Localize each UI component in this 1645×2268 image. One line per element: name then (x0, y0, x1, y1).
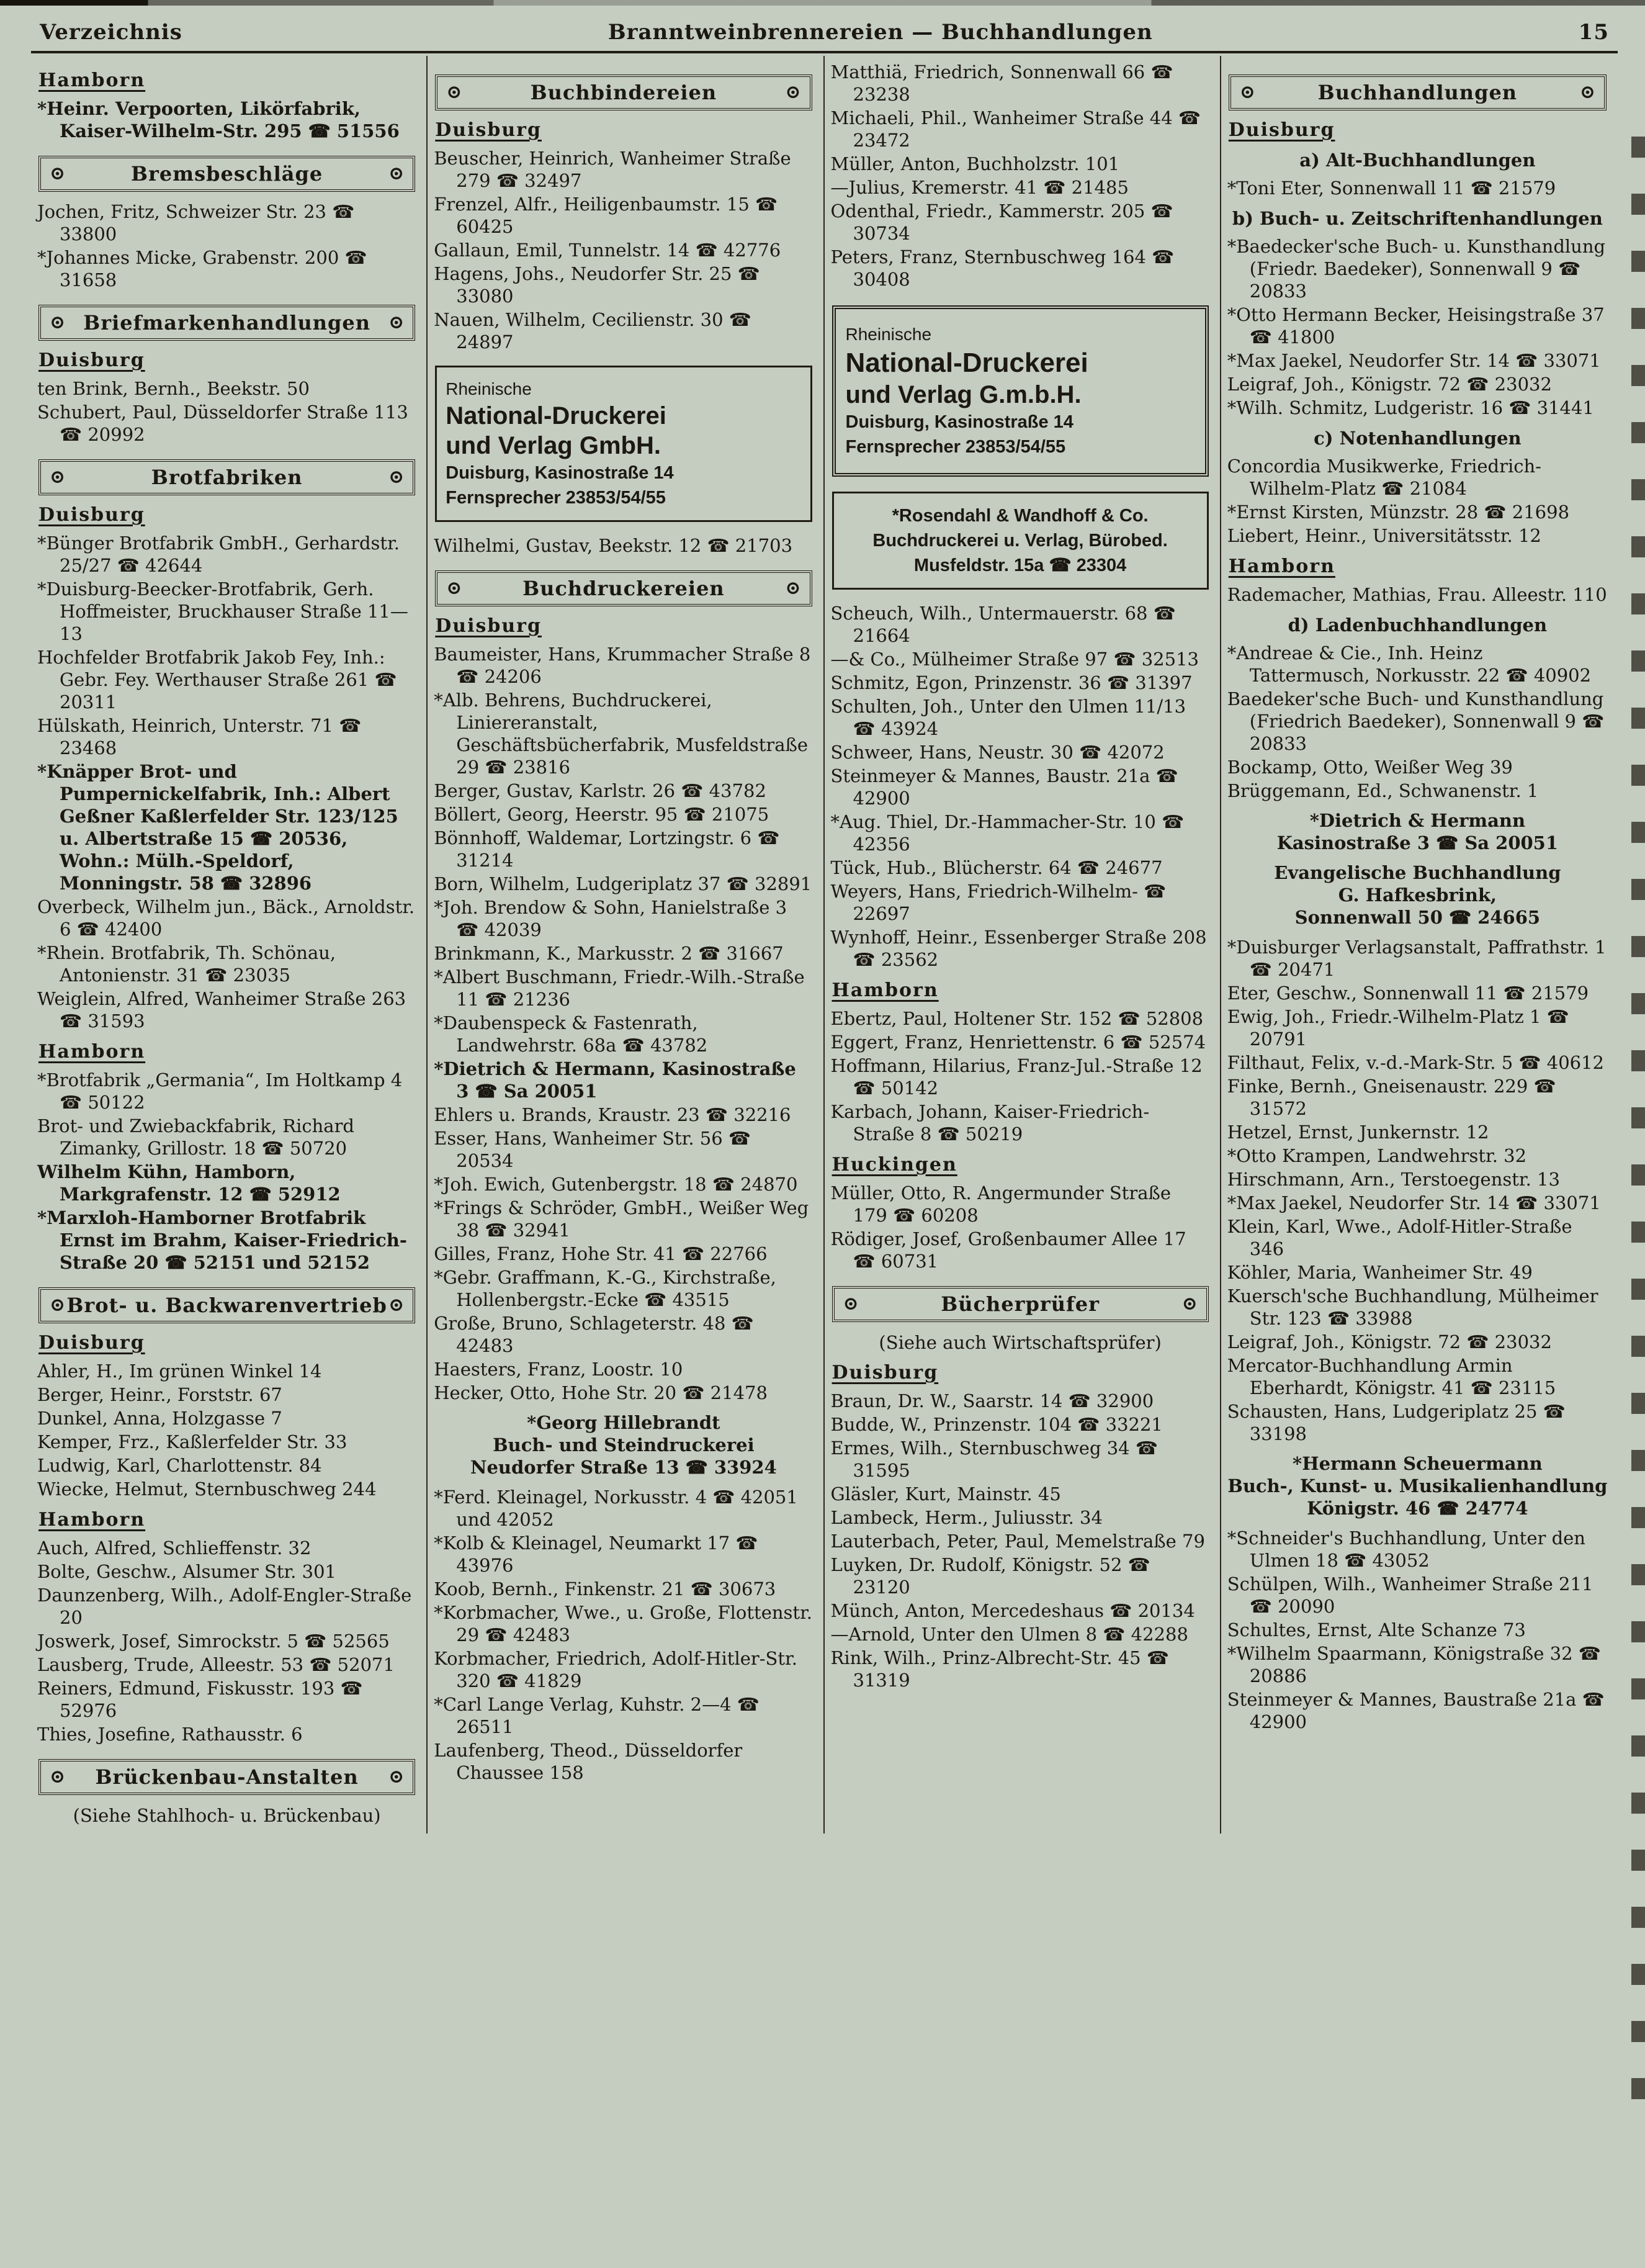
directory-entry: Ahler, H., Im grünen Winkel 14 (37, 1361, 322, 1382)
directory-entry: Schülpen, Wilh., Wanheimer Straße 211 ☎ 20090 (1227, 1573, 1593, 1617)
directory-entry: Beuscher, Heinrich, Wanheimer Straße 279 ☎ 32497 (434, 148, 791, 191)
cross-reference-note: (Siehe Stahlhoch- u. Brückenbau) (73, 1805, 381, 1826)
directory-column-2 (428, 56, 824, 1834)
featured-entry-line: Evangelische Buchhandlung (1274, 862, 1561, 883)
directory-entry: Weiglein, Alfred, Wanheimer Straße 263 ☎ 31593 (37, 988, 406, 1032)
directory-entry: *Wilhelm Spaarmann, Königstraße 32 ☎ 20886 (1227, 1643, 1601, 1686)
ornament-icon: ⊙ (50, 1294, 66, 1316)
section-header (1229, 74, 1607, 110)
featured-entry-line: Königstr. 46 ☎ 24774 (1307, 1498, 1528, 1519)
header-left-title: Verzeichnis (40, 20, 182, 45)
directory-entry: Berger, Gustav, Karlstr. 26 ☎ 43782 (434, 780, 766, 801)
section-title: Brot- u. Backwarenvertrieb (66, 1294, 387, 1317)
directory-entry: *Rhein. Brotfabrik, Th. Schönau, Antonienstr. 31 ☎ 23035 (37, 942, 336, 986)
section-title: Brotfabriken (151, 466, 303, 489)
directory-entry: *Duisburger Verlagsanstalt, Paffrathstr. 1 ☎ 20471 (1227, 937, 1607, 980)
directory-entry: Braun, Dr. W., Saarstr. 14 ☎ 32900 (830, 1390, 1154, 1411)
ornament-icon: ⊙ (50, 466, 66, 488)
directory-entry: *Alb. Behrens, Buchdruckerei, Liniereranstalt, Geschäftsbücherfabrik, Musfeldstraße 29 ☎ 23816 (434, 690, 809, 778)
section-title: Bücherprüfer (941, 1292, 1100, 1316)
directory-entry: Hülskath, Heinrich, Unterstr. 71 ☎ 23468 (37, 715, 362, 758)
directory-entry: *Korbmacher, Wwe., u. Große, Flottenstr. 29 ☎ 42483 (434, 1602, 812, 1645)
directory-entry: Overbeck, Wilhelm jun., Bäck., Arnoldstr. 6 ☎ 42400 (37, 896, 415, 940)
city-heading: Duisburg (38, 349, 145, 371)
directory-entry: Müller, Otto, R. Angermunder Straße 179 ☎ 60208 (830, 1182, 1172, 1226)
directory-entry: Auch, Alfred, Schlieffenstr. 32 (37, 1537, 312, 1559)
directory-entry: Budde, W., Prinzenstr. 104 ☎ 33221 (830, 1414, 1163, 1435)
directory-entry: Ebertz, Paul, Holtener Str. 152 ☎ 52808 (830, 1008, 1204, 1029)
directory-entry: Münch, Anton, Mercedeshaus ☎ 20134 (830, 1600, 1195, 1621)
directory-entry: Brinkmann, K., Markusstr. 2 ☎ 31667 (434, 943, 784, 964)
directory-entry: Peters, Franz, Sternbuschweg 164 ☎ 30408 (830, 246, 1175, 290)
directory-entry: Baumeister, Hans, Krummacher Straße 8 ☎ 24206 (434, 644, 811, 687)
section-header (38, 305, 415, 341)
directory-entry: Rink, Wilh., Prinz-Albrecht-Str. 45 ☎ 31319 (830, 1647, 1169, 1691)
city-heading: Duisburg (1228, 119, 1335, 141)
ad-line: Fernsprecher 23853/54/55 (845, 437, 1066, 457)
directory-entry: *Baedecker'sche Buch- u. Kunsthandlung (Friedr. Baedeker), Sonnenwall 9 ☎ 20833 (1227, 236, 1606, 302)
directory-entry-bold: Wilhelm Kühn, Hamborn, Markgrafenstr. 12 ☎ 52912 (37, 1161, 341, 1205)
page-number: 15 (1578, 20, 1609, 45)
directory-entry: Große, Bruno, Schlageterstr. 48 ☎ 42483 (434, 1313, 754, 1356)
advertisement-box (832, 305, 1209, 477)
directory-entry: *Otto Hermann Becker, Heisingstraße 37 ☎ 41800 (1227, 304, 1605, 348)
directory-entry: Rademacher, Mathias, Frau. Alleestr. 110 (1227, 584, 1607, 605)
directory-entry: Koob, Bernh., Finkenstr. 21 ☎ 30673 (434, 1578, 776, 1600)
directory-entry: —Arnold, Unter den Ulmen 8 ☎ 42288 (830, 1624, 1188, 1645)
ornament-icon: ⊙ (388, 466, 405, 488)
featured-entry (434, 1411, 813, 1478)
directory-entry: Esser, Hans, Wanheimer Str. 56 ☎ 20534 (434, 1128, 751, 1171)
featured-entry-line: Buch-, Kunst- u. Musikalienhandlung (1227, 1475, 1608, 1496)
ornament-icon: ⊙ (1181, 1293, 1198, 1315)
directory-entry: *Albert Buschmann, Friedr.-Wilh.-Straße 11 ☎ 21236 (434, 966, 805, 1010)
directory-entry: *Schneider's Buchhandlung, Unter den Ulmen 18 ☎ 43052 (1227, 1528, 1585, 1571)
directory-entry: Ludwig, Karl, Charlottenstr. 84 (37, 1455, 322, 1476)
directory-entry: Brüggemann, Ed., Schwanenstr. 1 (1227, 780, 1539, 801)
directory-entry: Liebert, Heinr., Universitätsstr. 12 (1227, 525, 1541, 546)
ad-line: Buchdruckerei u. Verlag, Bürobed. (872, 531, 1168, 551)
ornament-icon: ⊙ (1579, 81, 1595, 103)
ad-line: National-Druckerei (446, 402, 666, 430)
city-heading: Duisburg (831, 1362, 939, 1384)
directory-entry: Ermes, Wilh., Sternbuschweg 34 ☎ 31595 (830, 1438, 1158, 1481)
directory-entry: *Gebr. Graffmann, K.-G., Kirchstraße, Hollenbergstr.-Ecke ☎ 43515 (434, 1267, 776, 1310)
directory-entry-bold: *Heinr. Verpoorten, Likörfabrik, Kaiser-Wilhelm-Str. 295 ☎ 51556 (37, 98, 400, 142)
city-heading: Duisburg (38, 1332, 145, 1354)
directory-entry: Gilles, Franz, Hohe Str. 41 ☎ 22766 (434, 1243, 768, 1264)
directory-entry: Hecker, Otto, Hohe Str. 20 ☎ 21478 (434, 1382, 768, 1403)
directory-entry: *Duisburg-Beecker-Brotfabrik, Gerh. Hoffmeister, Bruckhauser Straße 11—13 (37, 578, 408, 644)
directory-entry: *Frings & Schröder, GmbH., Weißer Weg 38 ☎ 32941 (434, 1197, 809, 1241)
directory-entry: —Julius, Kremerstr. 41 ☎ 21485 (830, 177, 1129, 198)
ornament-icon: ⊙ (446, 81, 462, 103)
directory-entry: Wynhoff, Heinr., Essenberger Straße 208 ☎ 23562 (830, 927, 1207, 970)
header-center-title: Branntweinbrennereien — Buchhandlungen (607, 20, 1153, 45)
ornament-icon: ⊙ (785, 81, 801, 103)
directory-entry: Wiecke, Helmut, Sternbuschweg 244 (37, 1478, 377, 1500)
directory-entry-bold: *Knäpper Brot- und Pumpernickelfabrik, Inh.: Albert Geßner Kaßlerfelder Str. 123/125 u. Albertstraße 15 ☎ 20536, Wohn.: Mülh.-Speldorf, Monningstr. 58 ☎ 32896 (37, 761, 398, 894)
directory-entry: *Wilh. Schmitz, Ludgeristr. 16 ☎ 31441 (1227, 397, 1594, 418)
ad-line: und Verlag G.m.b.H. (845, 381, 1082, 408)
header-rule (31, 51, 1618, 53)
directory-entry: Laufenberg, Theod., Düsseldorfer Chaussee 158 (434, 1740, 743, 1783)
featured-entry-line: *Dietrich & Hermann (1309, 810, 1526, 831)
directory-entry: Köhler, Maria, Wanheimer Str. 49 (1227, 1262, 1533, 1283)
directory-entry: Weyers, Hans, Friedrich-Wilhelm- ☎ 22697 (830, 881, 1167, 924)
ornament-icon: ⊙ (785, 577, 801, 599)
directory-entry: Steinmeyer & Mannes, Baustraße 21a ☎ 42900 (1227, 1689, 1605, 1732)
section-header (435, 74, 812, 110)
directory-entry: Böllert, Georg, Heerstr. 95 ☎ 21075 (434, 804, 769, 825)
featured-entry (1227, 1452, 1608, 1519)
section-title: Brückenbau-Anstalten (95, 1765, 359, 1789)
directory-entry: Schausten, Hans, Ludgeriplatz 25 ☎ 33198 (1227, 1401, 1566, 1444)
directory-entry: Concordia Musikwerke, Friedrich-Wilhelm-Platz ☎ 21084 (1227, 456, 1541, 499)
directory-entry: ten Brink, Bernh., Beekstr. 50 (37, 378, 310, 399)
directory-entry: Mercator-Buchhandlung Armin Eberhardt, Königstr. 41 ☎ 23115 (1227, 1355, 1556, 1398)
directory-entry: Lausberg, Trude, Alleestr. 53 ☎ 52071 (37, 1654, 395, 1675)
directory-entry: Gläsler, Kurt, Mainstr. 45 (830, 1483, 1061, 1505)
directory-column-1 (31, 56, 428, 1834)
directory-entry: Kuersch'sche Buchhandlung, Mülheimer Str. 123 ☎ 33988 (1227, 1285, 1598, 1329)
featured-entry-line: Buch- und Steindruckerei (493, 1434, 755, 1456)
section-title: Buchbindereien (530, 81, 717, 104)
featured-entry-line: *Georg Hillebrandt (527, 1412, 720, 1433)
directory-entry: *Max Jaekel, Neudorfer Str. 14 ☎ 33071 (1227, 350, 1601, 371)
directory-entry: *Max Jaekel, Neudorfer Str. 14 ☎ 33071 (1227, 1192, 1601, 1213)
featured-entry-line: G. Hafkesbrink, (1338, 884, 1497, 906)
directory-entry: Steinmeyer & Mannes, Baustr. 21a ☎ 42900 (830, 765, 1178, 809)
directory-entry: Haesters, Franz, Loostr. 10 (434, 1359, 683, 1380)
directory-entry: Gallaun, Emil, Tunnelstr. 14 ☎ 42776 (434, 240, 781, 261)
directory-entry: Dunkel, Anna, Holzgasse 7 (37, 1408, 282, 1429)
directory-entry: Schubert, Paul, Düsseldorfer Straße 113 ☎ 20992 (37, 402, 408, 445)
featured-entry-line: Neudorfer Straße 13 ☎ 33924 (470, 1457, 777, 1478)
ornament-icon: ⊙ (1239, 81, 1255, 103)
directory-entry: Korbmacher, Friedrich, Adolf-Hitler-Str. 320 ☎ 41829 (434, 1648, 797, 1691)
directory-entry: Wilhelmi, Gustav, Beekstr. 12 ☎ 21703 (434, 535, 793, 556)
advertisement-box (435, 366, 812, 522)
directory-entry: *Toni Eter, Sonnenwall 11 ☎ 21579 (1227, 178, 1556, 199)
directory-entry: *Johannes Micke, Grabenstr. 200 ☎ 31658 (37, 247, 367, 290)
ornament-icon: ⊙ (388, 1766, 405, 1788)
city-heading: Hamborn (831, 979, 939, 1001)
city-heading: Hamborn (38, 70, 146, 91)
ornament-icon: ⊙ (50, 312, 66, 333)
ornament-icon: ⊙ (388, 1294, 405, 1316)
ornament-icon: ⊙ (388, 163, 405, 184)
category-subheading: c) Notenhandlungen (1314, 428, 1522, 449)
ad-line: Musfeldstr. 15a ☎ 23304 (913, 556, 1127, 575)
directory-entry: Kemper, Frz., Kaßlerfelder Str. 33 (37, 1431, 347, 1452)
directory-entry: *Joh. Brendow & Sohn, Hanielstraße 3 ☎ 42039 (434, 897, 787, 940)
directory-entry: Reiners, Edmund, Fiskusstr. 193 ☎ 52976 (37, 1678, 363, 1721)
directory-entry: *Brotfabrik „Germania“, Im Holtkamp 4 ☎ 50122 (37, 1069, 403, 1113)
directory-entry: Finke, Bernh., Gneisenaustr. 229 ☎ 31572 (1227, 1076, 1556, 1119)
section-header (38, 459, 415, 495)
directory-entry: Schulten, Joh., Unter den Ulmen 11/13 ☎ 43924 (830, 696, 1186, 739)
section-header (38, 156, 415, 192)
category-subheading: a) Alt-Buchhandlungen (1299, 150, 1536, 171)
section-title: Bremsbeschläge (130, 162, 323, 186)
directory-entry: Scheuch, Wilh., Untermauerstr. 68 ☎ 21664 (830, 603, 1176, 646)
section-header (435, 570, 812, 606)
ornament-icon: ⊙ (843, 1293, 859, 1315)
ad-line: Duisburg, Kasinostraße 14 (446, 463, 674, 483)
directory-entry: Schultes, Ernst, Alte Schanze 73 (1227, 1619, 1526, 1640)
cross-reference-note: (Siehe auch Wirtschaftsprüfer) (879, 1332, 1162, 1353)
directory-entry: —& Co., Mülheimer Straße 97 ☎ 32513 (830, 649, 1199, 670)
category-subheading: b) Buch- u. Zeitschriftenhandlungen (1232, 208, 1603, 229)
directory-entry: Lauterbach, Peter, Paul, Memelstraße 79 (830, 1531, 1205, 1552)
city-heading: Hamborn (38, 1509, 146, 1531)
directory-entry: Bönnhoff, Waldemar, Lortzingstr. 6 ☎ 31214 (434, 827, 780, 871)
directory-entry: Bolte, Geschw., Alsumer Str. 301 (37, 1561, 336, 1582)
directory-entry: Ewig, Joh., Friedr.-Wilhelm-Platz 1 ☎ 20791 (1227, 1006, 1569, 1050)
directory-entry: Hirschmann, Arn., Terstoegenstr. 13 (1227, 1169, 1560, 1190)
section-title: Briefmarkenhandlungen (83, 311, 370, 335)
directory-entry: Thies, Josefine, Rathausstr. 6 (37, 1724, 303, 1745)
directory-entry-bold: *Marxloh-Hamborner Brotfabrik Ernst im Brahm, Kaiser-Friedrich-Straße 20 ☎ 52151 und 52152 (37, 1207, 407, 1273)
directory-entry: Filthaut, Felix, v.-d.-Mark-Str. 5 ☎ 40612 (1227, 1052, 1604, 1073)
ad-line: National-Druckerei (845, 348, 1088, 378)
directory-columns (31, 56, 1618, 1834)
directory-entry: *Ferd. Kleinagel, Norkusstr. 4 ☎ 42051 und 42052 (434, 1487, 798, 1530)
directory-entry: Luyken, Dr. Rudolf, Königstr. 52 ☎ 23120 (830, 1554, 1150, 1598)
directory-entry: Lambeck, Herm., Juliusstr. 34 (830, 1507, 1103, 1528)
featured-entry (1227, 809, 1608, 854)
directory-entry: *Carl Lange Verlag, Kuhstr. 2—4 ☎ 26511 (434, 1694, 760, 1737)
city-heading: Hamborn (1228, 556, 1335, 577)
directory-entry: Matthiä, Friedrich, Sonnenwall 66 ☎ 23238 (830, 61, 1173, 105)
city-heading: Duisburg (435, 119, 542, 141)
featured-entry-line: Kasinostraße 3 ☎ Sa 20051 (1276, 832, 1559, 853)
ornament-icon: ⊙ (446, 577, 462, 599)
directory-entry: Nauen, Wilhelm, Cecilienstr. 30 ☎ 24897 (434, 309, 751, 353)
directory-entry: *Joh. Ewich, Gutenbergstr. 18 ☎ 24870 (434, 1174, 798, 1195)
directory-entry: Brot- und Zwiebackfabrik, Richard Zimanky, Grillostr. 18 ☎ 50720 (37, 1115, 354, 1159)
directory-entry: *Ernst Kirsten, Münzstr. 28 ☎ 21698 (1227, 502, 1570, 523)
directory-entry: Frenzel, Alfr., Heiligenbaumstr. 15 ☎ 60425 (434, 194, 778, 237)
directory-entry: Born, Wilhelm, Ludgeriplatz 37 ☎ 32891 (434, 873, 812, 894)
directory-entry: Müller, Anton, Buchholzstr. 101 (830, 153, 1120, 174)
page-header (31, 16, 1618, 51)
directory-entry: Klein, Karl, Wwe., Adolf-Hitler-Straße 346 (1227, 1216, 1572, 1259)
city-heading: Huckingen (831, 1154, 957, 1176)
directory-entry: Berger, Heinr., Forststr. 67 (37, 1384, 282, 1405)
section-header (38, 1759, 415, 1795)
ad-line: und Verlag GmbH. (446, 432, 661, 459)
directory-entry: Hetzel, Ernst, Junkernstr. 12 (1227, 1122, 1489, 1143)
directory-entry: Bockamp, Otto, Weißer Weg 39 (1227, 757, 1513, 778)
directory-entry: Hoffmann, Hilarius, Franz-Jul.-Straße 12 ☎ 50142 (830, 1055, 1203, 1099)
directory-entry: Baedeker'sche Buch- und Kunsthandlung (Friedrich Baedeker), Sonnenwall 9 ☎ 20833 (1227, 688, 1605, 754)
directory-entry: Leigraf, Joh., Königstr. 72 ☎ 23032 (1227, 1331, 1552, 1352)
featured-entry-line: *Hermann Scheuermann (1293, 1453, 1543, 1474)
section-title: Buchdruckereien (522, 577, 725, 600)
directory-entry: Jochen, Fritz, Schweizer Str. 23 ☎ 33800 (37, 201, 355, 245)
ornament-icon: ⊙ (50, 1766, 66, 1788)
directory-entry: Michaeli, Phil., Wanheimer Straße 44 ☎ 23472 (830, 107, 1201, 151)
directory-entry: Schmitz, Egon, Prinzenstr. 36 ☎ 31397 (830, 672, 1193, 693)
category-subheading: d) Ladenbuchhandlungen (1288, 614, 1548, 636)
directory-entry: Karbach, Johann, Kaiser-Friedrich-Straße 8 ☎ 50219 (830, 1101, 1150, 1145)
ad-line: Fernsprecher 23853/54/55 (446, 488, 666, 508)
ornament-icon: ⊙ (388, 312, 405, 333)
directory-entry: Leigraf, Joh., Königstr. 72 ☎ 23032 (1227, 374, 1552, 395)
city-heading: Duisburg (435, 615, 542, 637)
directory-entry: Schweer, Hans, Neustr. 30 ☎ 42072 (830, 742, 1165, 763)
featured-entry-line: Sonnenwall 50 ☎ 24665 (1294, 907, 1541, 928)
directory-column-3 (825, 56, 1221, 1834)
ad-line: *Rosendahl & Wandhoff & Co. (892, 506, 1149, 526)
binding-marks (1631, 137, 1645, 2123)
scan-edge-artifact (0, 0, 1645, 6)
directory-entry: Hochfelder Brotfabrik Jakob Fey, Inh.: Gebr. Fey. Werthauser Straße 261 ☎ 20311 (37, 647, 397, 713)
directory-entry: *Aug. Thiel, Dr.-Hammacher-Str. 10 ☎ 42356 (830, 811, 1185, 855)
directory-entry: Eter, Geschw., Sonnenwall 11 ☎ 21579 (1227, 983, 1589, 1004)
city-heading: Hamborn (38, 1041, 146, 1063)
directory-entry: *Daubenspeck & Fastenrath, Landwehrstr. 68a ☎ 43782 (434, 1012, 708, 1056)
directory-entry: Daunzenberg, Wilh., Adolf-Engler-Straße 20 (37, 1585, 412, 1628)
featured-entry (1227, 862, 1608, 929)
section-title: Buchhandlungen (1317, 81, 1518, 104)
directory-entry: *Andreae & Cie., Inh. Heinz Tattermusch, Norkusstr. 22 ☎ 40902 (1227, 642, 1592, 686)
directory-entry: Hagens, Johs., Neudorfer Str. 25 ☎ 33080 (434, 263, 760, 307)
section-header (38, 1287, 415, 1323)
ornament-icon: ⊙ (50, 163, 66, 184)
ad-line: Rheinische (446, 379, 532, 398)
directory-entry: Rödiger, Josef, Großenbaumer Allee 17 ☎ 60731 (830, 1228, 1186, 1272)
directory-entry: *Otto Krampen, Landwehrstr. 32 (1227, 1145, 1527, 1166)
directory-entry: Eggert, Franz, Henriettenstr. 6 ☎ 52574 (830, 1032, 1206, 1053)
directory-entry: Tück, Hub., Blücherstr. 64 ☎ 24677 (830, 857, 1163, 878)
directory-entry: Odenthal, Friedr., Kammerstr. 205 ☎ 30734 (830, 200, 1173, 244)
directory-entry: Joswerk, Josef, Simrockstr. 5 ☎ 52565 (37, 1631, 390, 1652)
directory-entry: *Bünger Brotfabrik GmbH., Gerhardstr. 25/27 ☎ 42644 (37, 533, 400, 576)
directory-column-4 (1221, 56, 1618, 1834)
directory-entry: Ehlers u. Brands, Kraustr. 23 ☎ 32216 (434, 1104, 791, 1125)
city-heading: Duisburg (38, 504, 145, 526)
ad-line: Rheinische (845, 325, 932, 344)
advertisement-box (832, 492, 1209, 590)
section-header (832, 1286, 1209, 1322)
directory-entry: *Kolb & Kleinagel, Neumarkt 17 ☎ 43976 (434, 1532, 758, 1576)
ad-line: Duisburg, Kasinostraße 14 (845, 412, 1074, 432)
directory-entry-bold: *Dietrich & Hermann, Kasinostraße 3 ☎ Sa 20051 (434, 1058, 796, 1102)
